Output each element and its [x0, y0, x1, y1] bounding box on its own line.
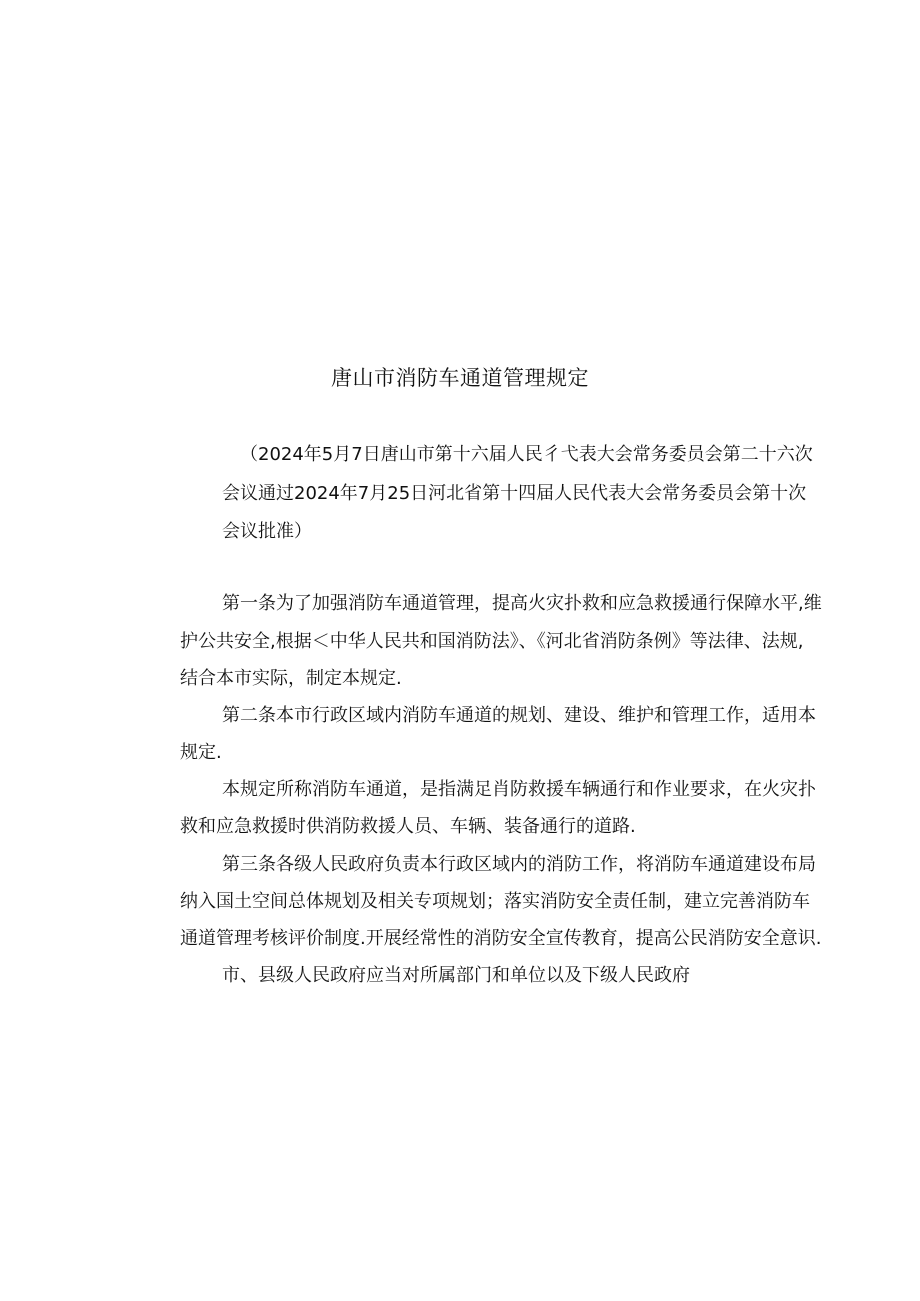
- paragraph-line: 第三条各级人民政府负责本行政区域内的消防工作，将消防车通道建设布局: [222, 854, 816, 875]
- paragraph-line: 救和应急救援时供消防救援人员、车辆、装备通行的道路.: [180, 816, 636, 837]
- paragraph-line: 第一条为了加强消防车通道管理，提高火灾扑救和应急救援通行保障水平,维: [222, 593, 822, 614]
- paragraph-line: 纳入国土空间总体规划及相关专项规划；落实消防安全责任制，建立完善消防车: [180, 891, 810, 912]
- paragraph-line: 通道管理考核评价制度.开展经常性的消防安全宣传教育，提高公民消防安全意识.: [180, 928, 822, 949]
- approval-note-line: 会议批准）: [222, 521, 312, 542]
- paragraph-line: 护公共安全,根据＜中华人民共和国消防法》、《河北省消防条例》等法律、法规,: [180, 631, 804, 652]
- paragraph-line: 市、县级人民政府应当对所属部门和单位以及下级人民政府: [222, 965, 690, 986]
- paragraph-line: 规定.: [180, 742, 222, 763]
- paragraph-line: 本规定所称消防车通道，是指满足肖防救援车辆通行和作业要求，在火灾扑: [222, 779, 816, 800]
- document-title: 唐山市消防车通道管理规定: [331, 366, 589, 390]
- paragraph-line: 第二条本市行政区域内消防车通道的规划、建设、维护和管理工作，适用本: [222, 705, 816, 726]
- approval-note-line: （2024年5月7日唐山市第十六届人民彳弋表大会常务委员会第二十六次: [240, 444, 813, 465]
- paragraph-line: 结合本市实际，制定本规定.: [180, 668, 402, 689]
- approval-note-line: 会议通过2024年7月25日河北省第十四届人民代表大会常务委员会第十次: [222, 483, 807, 504]
